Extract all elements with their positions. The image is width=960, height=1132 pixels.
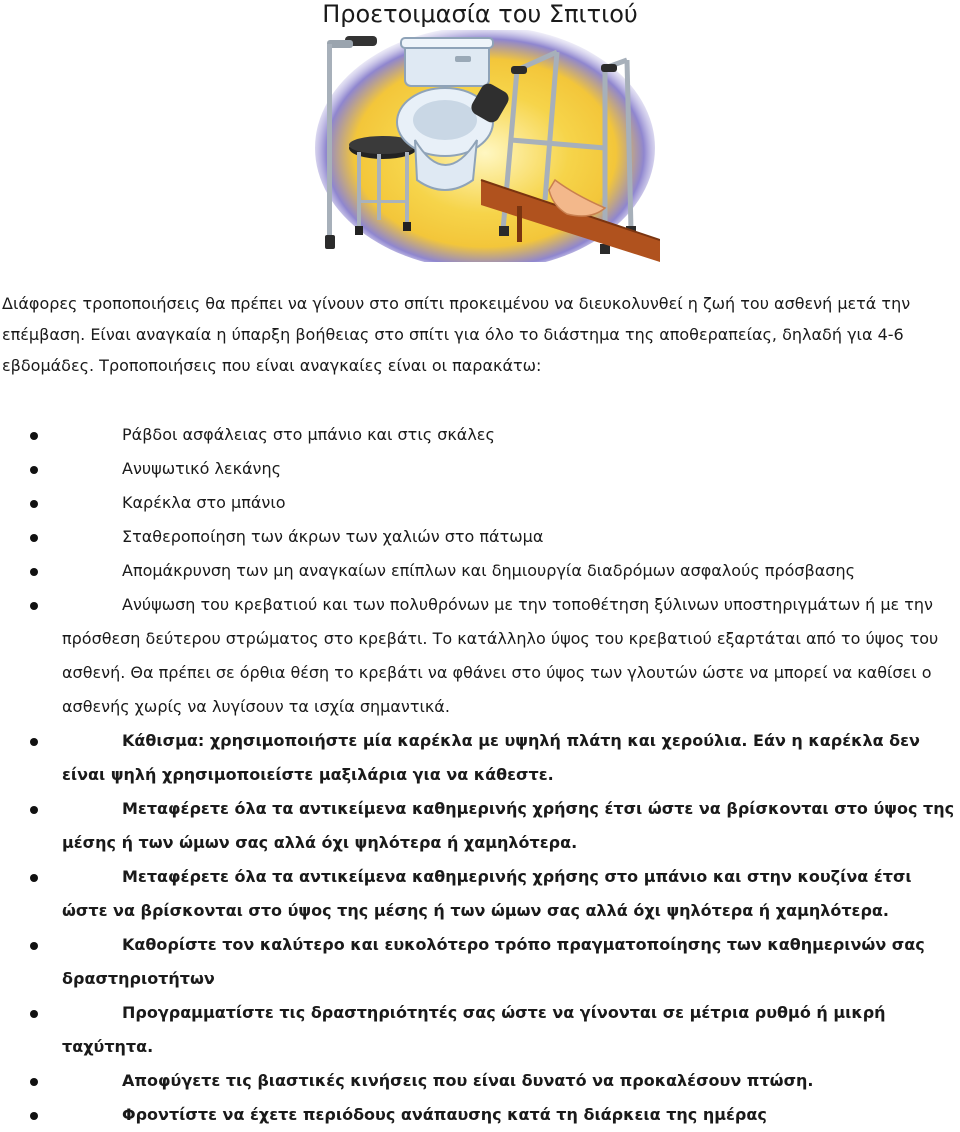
modifications-list — [0, 418, 960, 1132]
list-item: Σταθεροποίηση των άκρων των χαλιών στο πάτωμα — [0, 520, 960, 554]
bullet-icon — [30, 466, 38, 474]
bullet-icon — [30, 602, 38, 610]
list-item: Μεταφέρετε όλα τα αντικείμενα καθημερινής χρήσης στο μπάνιο και στην κουζίνα έτσι ώστε να βρίσκονται στο ύψος της μέσης ή των ώμων σας αλλά όχι ψηλότερα ή χαμηλότερα. — [0, 860, 960, 928]
bullet-icon — [30, 534, 38, 542]
list-item: Ράβδοι ασφάλειας στο μπάνιο και στις σκάλες — [0, 418, 960, 452]
page-title: Προετοιμασία του Σπιτιού — [322, 0, 638, 28]
bullet-icon — [30, 500, 38, 508]
list-item: Κάθισμα: χρησιμοποιήστε μία καρέκλα με υψηλή πλάτη και χερούλια. Εάν η καρέκλα δεν είναι ψηλή χρησιμοποιείστε μαξιλάρια για να κάθεστε. — [0, 724, 960, 792]
list-item: Φροντίστε να έχετε περιόδους ανάπαυσης κατά τη διάρκεια της ημέρας — [0, 1098, 960, 1132]
list-item: Μεταφέρετε όλα τα αντικείμενα καθημερινής χρήσης έτσι ώστε να βρίσκονται στο ύψος της μέσης ή των ώμων σας αλλά όχι ψηλότερα ή χαμηλότερα. — [0, 792, 960, 860]
intro-paragraph: Διάφορες τροποποιήσεις θα πρέπει να γίνουν στο σπίτι προκειμένου να διευκολυνθεί η ζωή του ασθενή μετά την επέμβαση. Είναι αναγκαία η ύπαρξη βοήθειας στο σπίτι για όλο το διάστημα της αποθεραπείας, δηλαδή για 4-6 εβδομάδες. Τροποποιήσεις που είναι αναγκαίες είναι οι παρακάτω: — [2, 294, 911, 375]
bullet-icon — [30, 568, 38, 576]
bullet-icon — [30, 942, 38, 950]
list-item: Αποφύγετε τις βιαστικές κινήσεις που είναι δυνατό να προκαλέσουν πτώση. — [0, 1064, 960, 1098]
bullet-icon — [30, 1010, 38, 1018]
bullet-icon — [30, 738, 38, 746]
list-item: Καρέκλα στο μπάνιο — [0, 486, 960, 520]
list-item: Ανύψωση του κρεβατιού και των πολυθρόνων με την τοποθέτηση ξύλινων υποστηριγμάτων ή με την πρόσθεση δεύτερου στρώματος στο κρεβάτι. Το κατάλληλο ύψος του κρεβατιού εξαρτάται από το ύψος του ασθενή. Θα πρέπει σε όρθια θέση το κρεβάτι να φθάνει στο ύψος των γλουτών ώστε να μπορεί να καθίσει ο ασθενής χωρίς να λυγίσουν τα ισχία σημαντικά. — [0, 588, 960, 724]
bullet-icon — [30, 806, 38, 814]
list-item: Προγραμματίστε τις δραστηριότητές σας ώστε να γίνονται σε μέτρια ρυθμό ή μικρή ταχύτητα. — [0, 996, 960, 1064]
bullet-icon — [30, 1078, 38, 1086]
bullet-icon — [30, 1112, 38, 1120]
bullet-icon — [30, 874, 38, 882]
list-item: Απομάκρυνση των μη αναγκαίων επίπλων και δημιουργία διαδρόμων ασφαλούς πρόσβασης — [0, 554, 960, 588]
home-aids-illustration-icon — [305, 30, 660, 262]
bullet-icon — [30, 432, 38, 440]
list-item: Καθορίστε τον καλύτερο και ευκολότερο τρόπο πραγματοποίησης των καθημερινών σας δραστηριοτήτων — [0, 928, 960, 996]
list-item: Ανυψωτικό λεκάνης — [0, 452, 960, 486]
